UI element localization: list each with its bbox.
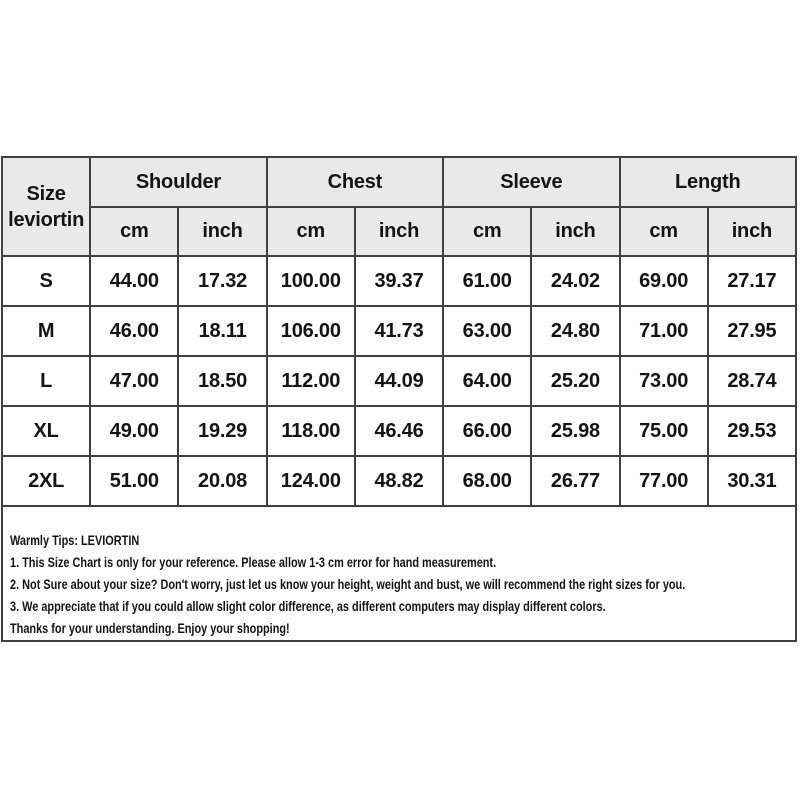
- value-cell: 18.50: [178, 356, 266, 406]
- unit-header-inch: inch: [708, 207, 796, 256]
- value-cell: 29.53: [708, 406, 796, 456]
- value-cell: 77.00: [620, 456, 708, 506]
- size-cell: S: [2, 256, 90, 306]
- tips-closing: Thanks for your understanding. Enjoy your shopping!: [10, 620, 290, 636]
- value-cell: 25.20: [531, 356, 619, 406]
- value-cell: 118.00: [267, 406, 355, 456]
- value-cell: 112.00: [267, 356, 355, 406]
- value-cell: 44.00: [90, 256, 178, 306]
- value-cell: 26.77: [531, 456, 619, 506]
- value-cell: 49.00: [90, 406, 178, 456]
- group-header-chest: Chest: [267, 157, 443, 207]
- value-cell: 39.37: [355, 256, 443, 306]
- value-cell: 25.98: [531, 406, 619, 456]
- size-cell: XL: [2, 406, 90, 456]
- unit-header-inch: inch: [355, 207, 443, 256]
- tips-box: [1, 507, 797, 642]
- value-cell: 124.00: [267, 456, 355, 506]
- value-cell: 19.29: [178, 406, 266, 456]
- size-corner-cell: [2, 157, 90, 256]
- value-cell: 24.80: [531, 306, 619, 356]
- value-cell: 69.00: [620, 256, 708, 306]
- size-cell: L: [2, 356, 90, 406]
- value-cell: 47.00: [90, 356, 178, 406]
- value-cell: 68.00: [443, 456, 531, 506]
- tips-line-3: 3. We appreciate that if you could allow slight color difference, as different computers may display different colors.: [10, 598, 606, 614]
- tips-title: Warmly Tips: LEVIORTIN: [10, 532, 140, 548]
- value-cell: 61.00: [443, 256, 531, 306]
- unit-header-row: [2, 207, 796, 256]
- unit-header-cm: cm: [90, 207, 178, 256]
- value-cell: 71.00: [620, 306, 708, 356]
- value-cell: 46.00: [90, 306, 178, 356]
- unit-header-cm: cm: [620, 207, 708, 256]
- value-cell: 18.11: [178, 306, 266, 356]
- group-header-row: [2, 157, 796, 207]
- value-cell: 66.00: [443, 406, 531, 456]
- group-header-length: Length: [620, 157, 796, 207]
- value-cell: 20.08: [178, 456, 266, 506]
- table-row-2xl: [2, 456, 796, 506]
- value-cell: 75.00: [620, 406, 708, 456]
- group-header-shoulder: Shoulder: [90, 157, 266, 207]
- group-header-sleeve: Sleeve: [443, 157, 619, 207]
- unit-header-inch: inch: [178, 207, 266, 256]
- value-cell: 106.00: [267, 306, 355, 356]
- tips-line-2: 2. Not Sure about your size? Don't worry, just let us know your height, weight and bust, we will recommend the right sizes for you.: [10, 576, 686, 592]
- value-cell: 27.95: [708, 306, 796, 356]
- value-cell: 28.74: [708, 356, 796, 406]
- value-cell: 51.00: [90, 456, 178, 506]
- value-cell: 64.00: [443, 356, 531, 406]
- table-row-s: [2, 256, 796, 306]
- unit-header-inch: inch: [531, 207, 619, 256]
- value-cell: 63.00: [443, 306, 531, 356]
- table-row-xl: [2, 406, 796, 456]
- value-cell: 27.17: [708, 256, 796, 306]
- size-chart-sheet: [1, 156, 797, 642]
- value-cell: 24.02: [531, 256, 619, 306]
- value-cell: 17.32: [178, 256, 266, 306]
- table-row-l: [2, 356, 796, 406]
- unit-header-cm: cm: [267, 207, 355, 256]
- value-cell: 30.31: [708, 456, 796, 506]
- value-cell: 73.00: [620, 356, 708, 406]
- value-cell: 41.73: [355, 306, 443, 356]
- brand-label: leviortin: [8, 208, 85, 231]
- value-cell: 100.00: [267, 256, 355, 306]
- value-cell: 48.82: [355, 456, 443, 506]
- tips-line-1: 1. This Size Chart is only for your reference. Please allow 1-3 cm error for hand measurement.: [10, 554, 497, 570]
- size-label: Size: [26, 182, 66, 205]
- value-cell: 44.09: [355, 356, 443, 406]
- value-cell: 46.46: [355, 406, 443, 456]
- size-cell: M: [2, 306, 90, 356]
- unit-header-cm: cm: [443, 207, 531, 256]
- table-row-m: [2, 306, 796, 356]
- size-cell: 2XL: [2, 456, 90, 506]
- size-chart-table: [1, 156, 797, 507]
